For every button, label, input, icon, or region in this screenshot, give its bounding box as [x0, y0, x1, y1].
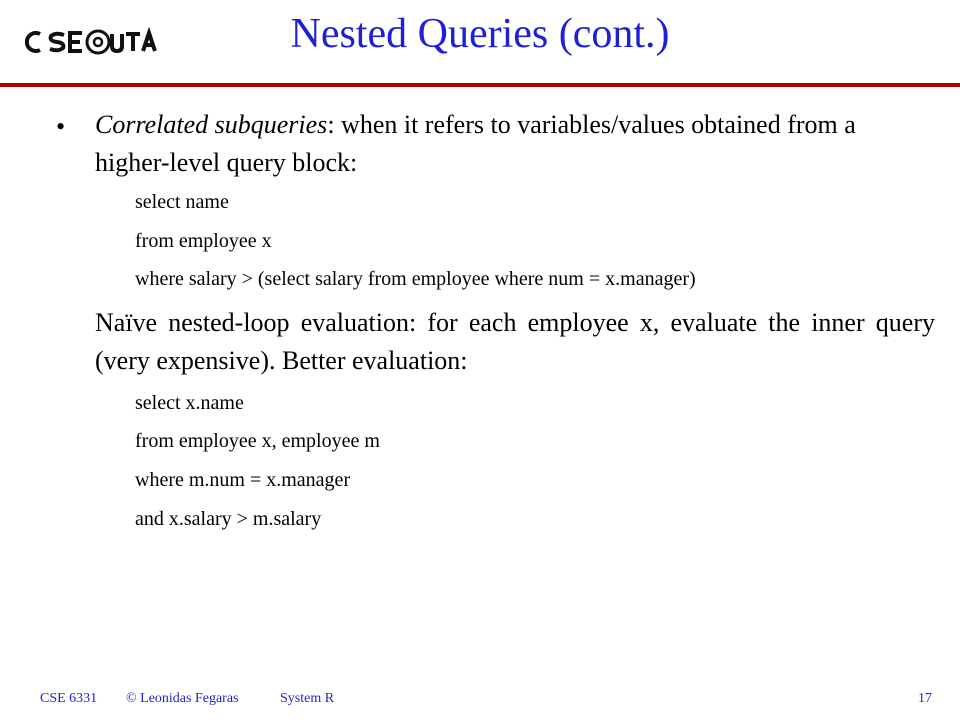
slide-title: Nested Queries (cont.)	[290, 11, 670, 57]
footer-course: CSE 6331	[40, 691, 98, 706]
explanation-paragraph: Naïve nested-loop evaluation: for each employee x, evaluate the inner query (very expensive). Better evaluation:	[95, 308, 935, 375]
query1-line: from employee x	[135, 230, 272, 252]
query1-line: select name	[135, 191, 229, 213]
bullet-marker: •	[56, 112, 66, 141]
query2-line: select x.name	[135, 392, 244, 414]
query2-line: from employee x, employee m	[135, 430, 380, 452]
query1-line: where salary > (select salary from employee where num = x.manager)	[135, 268, 696, 290]
footer-page-number: 17	[918, 691, 932, 706]
intro-term: Correlated subqueries	[95, 110, 328, 139]
footer-topic: System R	[280, 691, 335, 706]
query2-line: and x.salary > m.salary	[135, 508, 322, 530]
query2-line: where m.num = x.manager	[135, 469, 351, 491]
footer-author: © Leonidas Fegaras	[126, 691, 239, 706]
intro-paragraph	[95, 106, 935, 182]
title-divider	[0, 83, 960, 87]
intro-text: : when it refers to variables/values obtained from a higher-level query block:	[95, 110, 856, 177]
